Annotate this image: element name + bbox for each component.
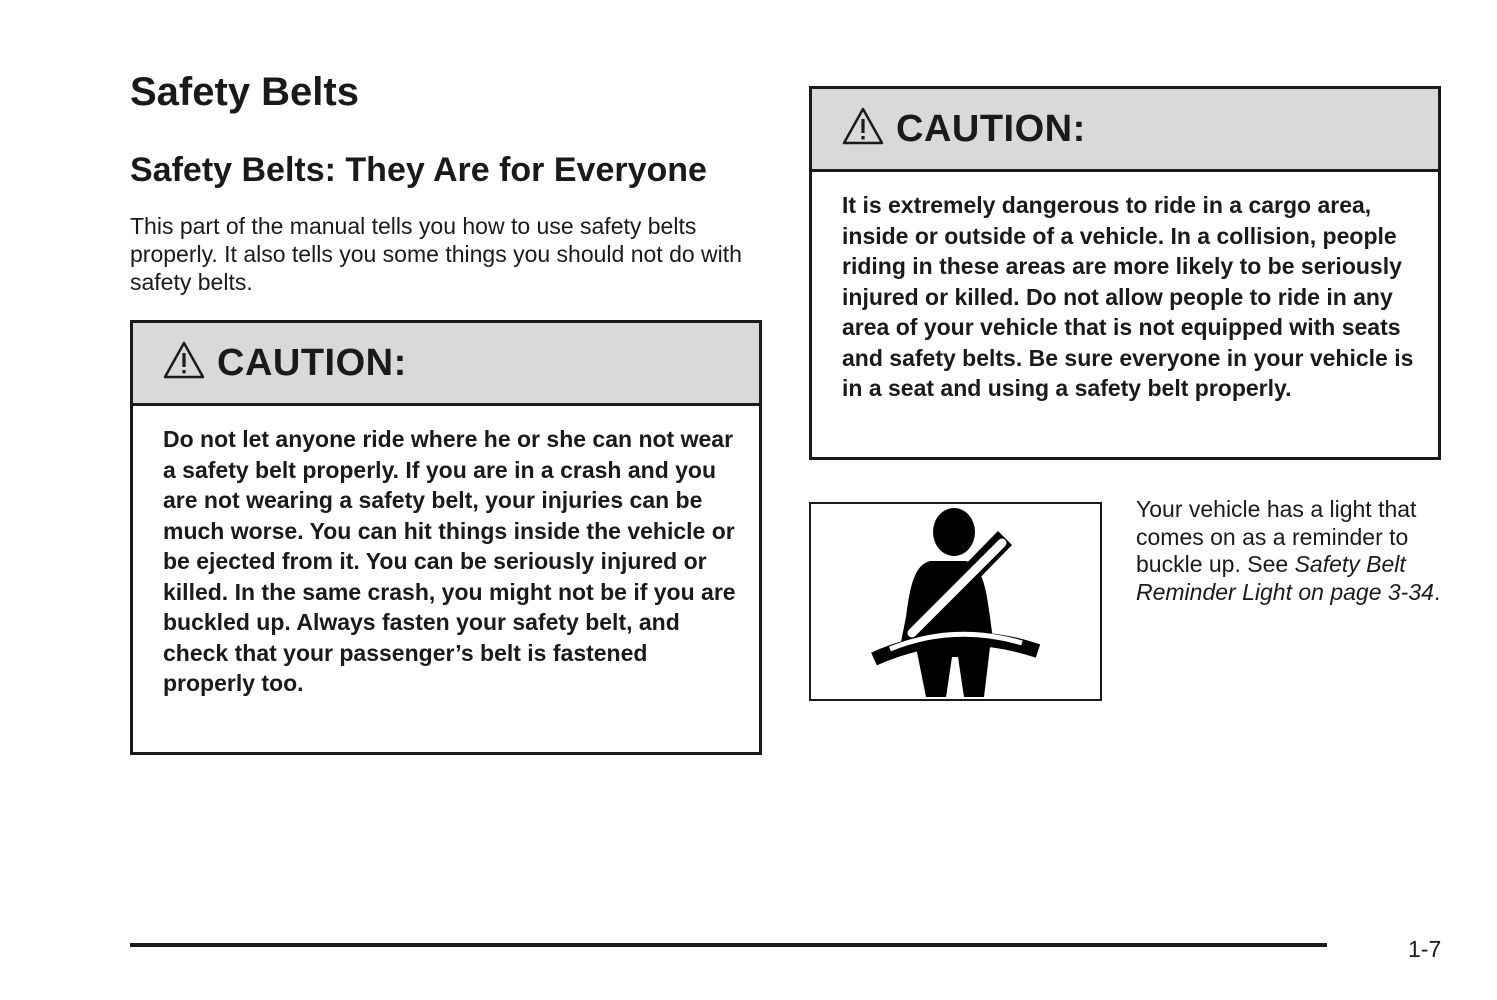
caution-header (812, 89, 1438, 172)
caution-label: CAUTION: (896, 107, 1086, 150)
page-title: Safety Belts (130, 70, 359, 114)
caution-text: Do not let anyone ride where he or she can not wear a safety belt properly. If you are in a crash and you are not wearing a safety belt, your injuries can be much worse. You can hit things inside the vehicle or be ejected from it. You can be seriously injured or killed. In the same crash, you might not be if you are buckled up. Always fasten your safety belt, and check that your passenger’s belt is fastened properly too. (163, 426, 736, 696)
reminder-text: Your vehicle has a light that comes on as a reminder to buckle up. See (1136, 496, 1417, 577)
seatbelt-reminder-icon (866, 507, 1046, 697)
caution-header (133, 323, 759, 406)
reminder-text-end: . (1433, 578, 1441, 605)
section-title: Safety Belts: They Are for Everyone (130, 151, 707, 189)
cross-reference-link[interactable]: Safety Belt Reminder Light on page 3-34 (1136, 551, 1434, 605)
footer-rule (130, 943, 1327, 947)
caution-label: CAUTION: (217, 341, 407, 384)
reminder-paragraph (1136, 496, 1446, 606)
intro-paragraph: This part of the manual tells you how to use safety belts properly. It also tells you some things you should not do with safety belts. (130, 213, 742, 295)
warning-triangle-icon (842, 107, 884, 145)
caution-box-no-belt (130, 320, 762, 755)
seatbelt-reminder-figure (809, 502, 1102, 701)
caution-text: It is extremely dangerous to ride in a cargo area, inside or outside of a vehicle. In a collision, people riding in these areas are more likely to be seriously injured or killed. Do not allow people to ride in any area of your vehicle that is not equipped with seats and safety belts. Be sure everyone in your vehicle is in a seat and using a safety belt properly. (842, 192, 1414, 401)
page-number: 1-7 (1408, 936, 1442, 962)
caution-box-cargo-area (809, 86, 1441, 460)
warning-triangle-icon (163, 341, 205, 379)
